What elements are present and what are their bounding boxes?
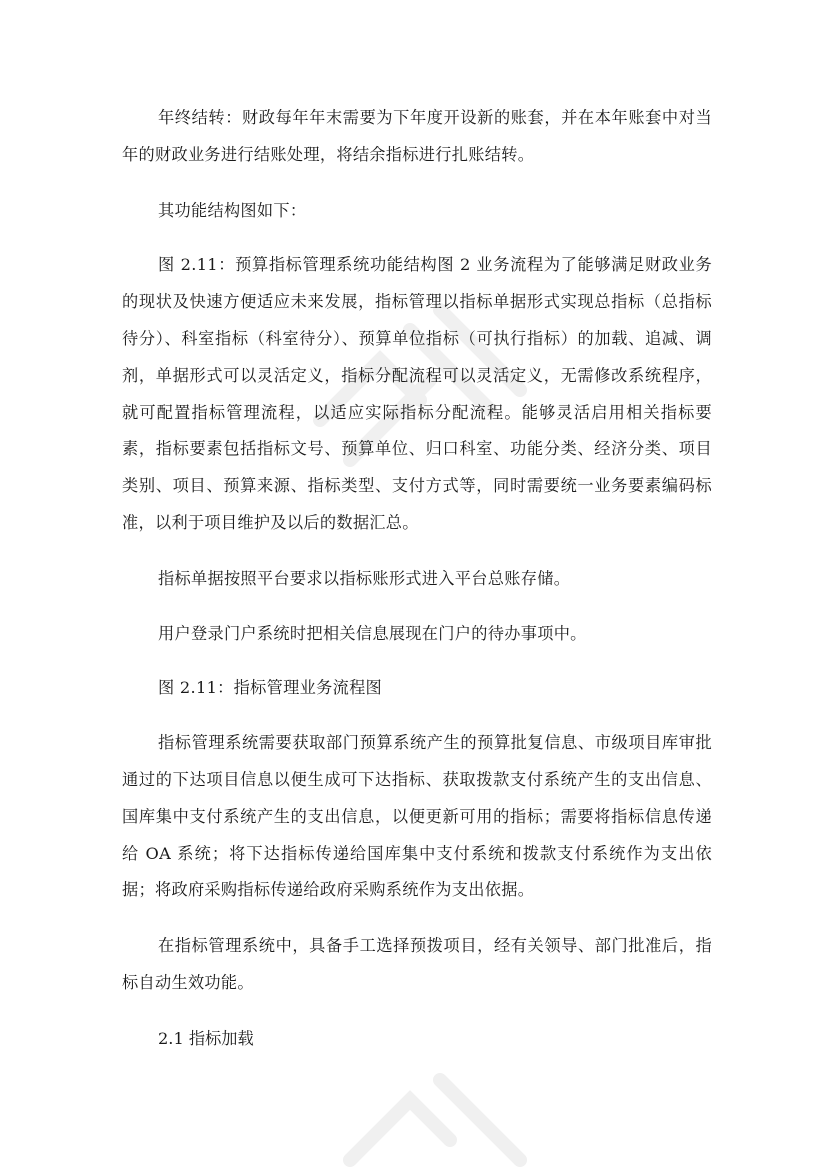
paragraph-portal-todo: 用户登录门户系统时把相关信息展现在门户的待办事项中。 [158,623,587,643]
paragraph-manual-preallocation: 在指标管理系统中，具备手工选择预拨项目，经有关领导、部门批准后，指标自动生效功能。 [122,936,712,992]
paragraph-system-integration: 指标管理系统需要获取部门预算系统产生的预算批复信息、市级项目库审批通过的下达项目信息以便生成可下达指标、获取拨款支付系统产生的支出信息、国库集中支付系统产生的支出信息，以便更新可用的指标；需要将指标信息传递给 OA 系统；将下达指标传递给国库集中支付系统和拨款支付系统作为支出依据；将政府采购指标传递给政府采购系统作为支出依据。 [122,733,712,900]
paragraph-ledger-storage: 指标单据按照平台要求以指标账形式进入平台总账存储。 [158,568,571,588]
watermark-graphic-bottom [330,1060,550,1170]
section-heading-indicator-load: 2.1 指标加载 [158,1028,254,1048]
paragraph-structure-intro: 其功能结构图如下： [158,200,307,220]
figure-caption-flowchart: 图 2.11：指标管理业务流程图 [158,678,383,698]
document-body [122,100,712,1058]
paragraph-year-end-carryover: 年终结转：财政每年年末需要为下年度开设新的账套，并在本年账套中对当年的财政业务进行结账处理，将结余指标进行扎账结转。 [122,108,712,164]
paragraph-business-process: 图 2.11：预算指标管理系统功能结构图 2 业务流程为了能够满足财政业务的现状及快速方便适应未来发展，指标管理以指标单据形式实现总指标（总指标待分）、科室指标（科室待分）、预算单位指标（可执行指标）的加载、追减、调剂，单据形式可以灵活定义，指标分配流程可以灵活定义，无需修改系统程序，就可配置指标管理流程，以适应实际指标分配流程。能够灵活启用相关指标要素，指标要素包括指标文号、预算单位、归口科室、功能分类、经济分类、项目类别、项目、预算来源、指标类型、支付方式等，同时需要统一业务要素编码标准，以利于项目维护及以后的数据汇总。 [122,255,712,532]
